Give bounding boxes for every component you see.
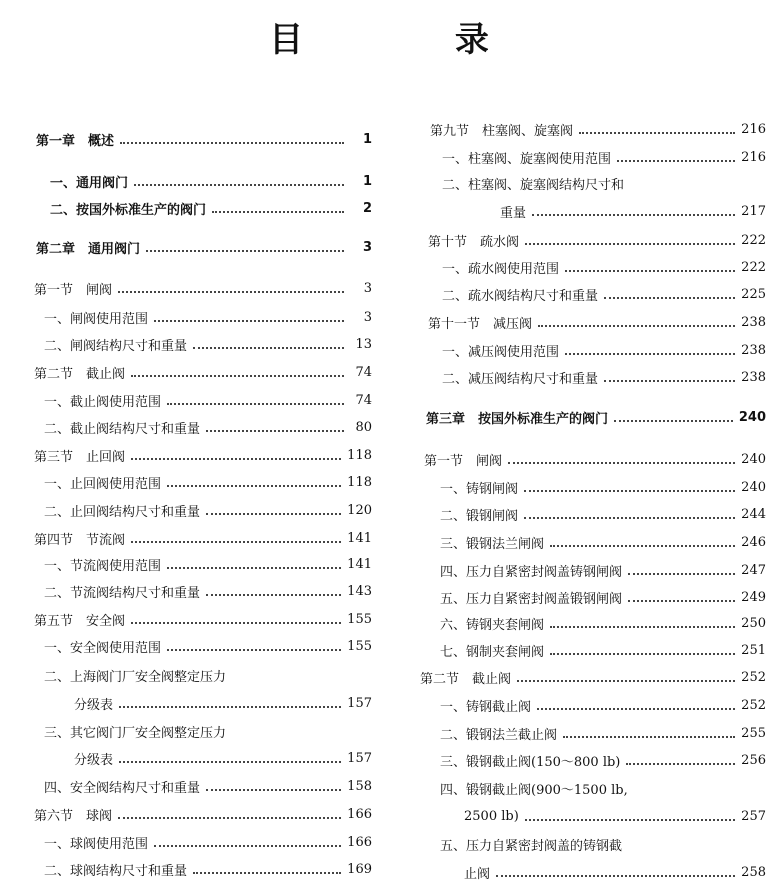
toc-entry[interactable] <box>416 639 766 661</box>
toc-entry[interactable] <box>416 503 766 525</box>
toc-entry-page-number: 222 <box>741 232 766 248</box>
toc-entry-label: 第十一节 减压阀 <box>428 316 533 332</box>
toc-entry-page-number: 1 <box>362 131 372 147</box>
toc-entry-page-number: 251 <box>741 642 766 658</box>
toc-entry-label: 第二节 截止阀 <box>420 671 512 687</box>
toc-entry-page-number: 141 <box>347 530 372 546</box>
toc-entry[interactable] <box>416 146 766 168</box>
toc-entry[interactable] <box>0 333 372 355</box>
dot-leader <box>154 319 344 322</box>
dot-leader <box>131 621 341 624</box>
toc-entry-label: 止阀 <box>464 866 491 882</box>
toc-entry[interactable] <box>416 666 766 688</box>
toc-entry[interactable] <box>416 476 766 498</box>
toc-entry-page-number: 118 <box>347 474 372 490</box>
toc-entry-label: 二、柱塞阀、旋塞阀结构尺寸和 <box>442 177 625 193</box>
toc-entry-page-number: 169 <box>347 861 372 877</box>
toc-entry-label: 重量 <box>500 205 527 221</box>
dot-leader <box>550 652 735 655</box>
toc-entry-label: 一、通用阀门 <box>50 175 129 191</box>
toc-entry-page-number: 118 <box>347 447 372 463</box>
toc-entry-label: 二、疏水阀结构尺寸和重量 <box>442 288 599 304</box>
toc-entry[interactable] <box>0 197 372 219</box>
toc-entry[interactable] <box>416 172 766 194</box>
toc-entry-label: 一、安全阀使用范围 <box>44 640 162 656</box>
toc-entry-label: 一、疏水阀使用范围 <box>442 261 560 277</box>
toc-entry-page-number: 216 <box>741 121 766 137</box>
dot-leader <box>538 324 735 327</box>
toc-entry[interactable] <box>0 635 372 657</box>
toc-entry[interactable] <box>416 694 766 716</box>
dot-leader <box>508 461 735 464</box>
toc-entry[interactable] <box>416 118 766 140</box>
toc-entry-page-number: 217 <box>741 203 766 219</box>
toc-entry[interactable] <box>0 553 372 575</box>
toc-entry-page-number: 3 <box>363 309 372 325</box>
dot-leader <box>628 572 735 575</box>
toc-entry[interactable] <box>0 580 372 602</box>
toc-entry[interactable] <box>0 389 372 411</box>
toc-entry-page-number: 158 <box>347 778 372 794</box>
dot-leader <box>167 402 344 405</box>
toc-entry[interactable] <box>416 586 766 608</box>
dot-leader <box>604 379 735 382</box>
dot-leader <box>525 818 735 821</box>
dot-leader <box>212 210 344 213</box>
toc-entry-label: 二、节流阀结构尺寸和重量 <box>44 585 201 601</box>
dot-leader <box>154 844 341 847</box>
toc-entry-label: 分级表 <box>74 697 114 713</box>
toc-entry-label: 第二章 通用阀门 <box>36 241 141 257</box>
dot-leader <box>167 566 341 569</box>
toc-entry-page-number: 216 <box>741 149 766 165</box>
toc-entry-page-number: 141 <box>347 556 372 572</box>
toc-entry-page-number: 157 <box>347 695 372 711</box>
dot-leader <box>119 760 341 763</box>
toc-entry[interactable] <box>416 805 766 827</box>
dot-leader <box>626 762 735 765</box>
dot-leader <box>524 516 735 519</box>
dot-leader <box>628 599 735 602</box>
toc-entry[interactable] <box>416 229 766 251</box>
toc-entry-label: 二、球阀结构尺寸和重量 <box>44 863 188 879</box>
toc-entry-page-number: 257 <box>741 808 766 824</box>
toc-entry-label: 一、铸钢截止阀 <box>440 699 532 715</box>
toc-entry-label: 三、锻钢法兰闸阀 <box>440 536 545 552</box>
toc-entry[interactable] <box>0 747 372 769</box>
dot-leader <box>517 679 735 682</box>
toc-entry-label: 二、上海阀门厂安全阀整定压力 <box>44 669 227 685</box>
toc-entry-label: 二、减压阀结构尺寸和重量 <box>442 371 599 387</box>
toc-entry[interactable] <box>416 777 766 799</box>
toc-entry-page-number: 3 <box>363 280 372 296</box>
dot-leader <box>614 419 733 422</box>
toc-entry-label: 第一章 概述 <box>36 133 115 149</box>
toc-entry[interactable] <box>416 366 766 388</box>
toc-entry[interactable] <box>0 361 372 383</box>
toc-entry-label: 四、压力自紧密封阀盖铸钢闸阀 <box>440 564 623 580</box>
toc-entry[interactable] <box>0 444 372 466</box>
toc-entry-page-number: 250 <box>741 615 766 631</box>
toc-entry[interactable] <box>0 720 372 742</box>
toc-entry-label: 二、锻钢闸阀 <box>440 508 519 524</box>
dot-leader <box>565 352 735 355</box>
toc-entry[interactable] <box>416 448 766 470</box>
dot-leader <box>119 705 341 708</box>
toc-entry-label: 六、铸钢夹套闸阀 <box>440 617 545 633</box>
toc-entry-label: 分级表 <box>74 752 114 768</box>
dot-leader <box>537 707 735 710</box>
dot-leader <box>131 457 341 460</box>
dot-leader <box>206 512 341 515</box>
toc-entry[interactable] <box>416 531 766 553</box>
toc-entry-page-number: 74 <box>355 392 372 408</box>
toc-entry-label: 第二节 截止阀 <box>34 366 126 382</box>
toc-entry-page-number: 222 <box>741 259 766 275</box>
toc-entry[interactable] <box>0 170 372 192</box>
toc-entry-page-number: 74 <box>355 364 372 380</box>
dot-leader <box>550 544 735 547</box>
toc-entry-page-number: 120 <box>347 502 372 518</box>
dot-leader <box>193 346 344 349</box>
toc-entry-page-number: 166 <box>347 834 372 850</box>
toc-entry-page-number: 238 <box>741 342 766 358</box>
toc-entry[interactable] <box>416 339 766 361</box>
toc-entry-label: 一、铸钢闸阀 <box>440 481 519 497</box>
toc-entry-label: 第三节 止回阀 <box>34 449 126 465</box>
toc-entry-page-number: 255 <box>741 725 766 741</box>
toc-entry-label: 第一节 闸阀 <box>424 453 503 469</box>
toc-entry[interactable] <box>416 722 766 744</box>
toc-entry[interactable] <box>416 559 766 581</box>
toc-entry-page-number: 3 <box>362 239 372 255</box>
toc-entry[interactable] <box>416 200 766 222</box>
dot-leader <box>524 489 735 492</box>
toc-entry-label: 三、锻钢截止阀(150～800 lb) <box>440 754 621 770</box>
toc-entry-page-number: 225 <box>741 286 766 302</box>
dot-leader <box>118 290 344 293</box>
dot-leader <box>206 788 341 791</box>
toc-entry[interactable] <box>416 256 766 278</box>
dot-leader <box>131 374 344 377</box>
toc-entry[interactable] <box>0 803 372 825</box>
dot-leader <box>206 429 344 432</box>
toc-entry[interactable] <box>0 527 372 549</box>
toc-entry-label: 一、节流阀使用范围 <box>44 558 162 574</box>
dot-leader <box>131 540 341 543</box>
toc-entry-label: 二、截止阀结构尺寸和重量 <box>44 421 201 437</box>
toc-entry[interactable] <box>416 749 766 771</box>
toc-entry[interactable] <box>0 692 372 714</box>
dot-leader <box>134 183 344 186</box>
toc-entry[interactable] <box>416 833 766 855</box>
toc-entry-label: 第五节 安全阀 <box>34 613 126 629</box>
toc-entry-page-number: 238 <box>741 314 766 330</box>
toc-entry-label: 一、减压阀使用范围 <box>442 344 560 360</box>
toc-entry-label: 五、压力自紧密封阀盖锻钢闸阀 <box>440 591 623 607</box>
dot-leader <box>579 131 735 134</box>
toc-entry[interactable] <box>416 283 766 305</box>
toc-entry[interactable] <box>0 831 372 853</box>
toc-entry-label: 一、止回阀使用范围 <box>44 476 162 492</box>
toc-entry-page-number: 1 <box>362 173 372 189</box>
toc-entry[interactable] <box>0 471 372 493</box>
toc-entry-label: 四、安全阀结构尺寸和重量 <box>44 780 201 796</box>
toc-entry-page-number: 166 <box>347 806 372 822</box>
toc-entry-label: 2500 lb) <box>464 808 519 824</box>
toc-entry-page-number: 249 <box>741 589 766 605</box>
toc-entry-page-number: 258 <box>741 864 766 880</box>
toc-entry-page-number: 244 <box>741 506 766 522</box>
toc-entry-page-number: 155 <box>347 638 372 654</box>
dot-leader <box>496 874 735 877</box>
toc-entry-page-number: 13 <box>355 336 372 352</box>
toc-entry-label: 二、锻钢法兰截止阀 <box>440 727 558 743</box>
dot-leader <box>167 484 341 487</box>
toc-entry[interactable] <box>0 499 372 521</box>
toc-entry[interactable] <box>416 406 766 428</box>
dot-leader <box>565 269 735 272</box>
toc-entry-page-number: 155 <box>347 611 372 627</box>
toc-entry[interactable] <box>416 861 766 883</box>
toc-entry-page-number: 238 <box>741 369 766 385</box>
toc-entry-page-number: 2 <box>362 200 372 216</box>
toc-entry-page-number: 240 <box>741 479 766 495</box>
dot-leader <box>532 213 735 216</box>
dot-leader <box>167 648 341 651</box>
toc-entry-page-number: 252 <box>741 697 766 713</box>
toc-entry-page-number: 256 <box>741 752 766 768</box>
toc-entry[interactable] <box>0 128 372 150</box>
dot-leader <box>525 242 735 245</box>
toc-entry-label: 第九节 柱塞阀、旋塞阀 <box>430 123 574 139</box>
toc-entry[interactable] <box>0 277 372 299</box>
dot-leader <box>550 625 735 628</box>
toc-entry[interactable] <box>0 858 372 880</box>
toc-entry[interactable] <box>0 664 372 686</box>
toc-entry-label: 一、截止阀使用范围 <box>44 394 162 410</box>
toc-entry-label: 第六节 球阀 <box>34 808 113 824</box>
toc-entry[interactable] <box>416 612 766 634</box>
toc-entry-page-number: 246 <box>741 534 766 550</box>
toc-entry[interactable] <box>0 608 372 630</box>
toc-entry-page-number: 143 <box>347 583 372 599</box>
toc-entry[interactable] <box>0 306 372 328</box>
dot-leader <box>146 249 344 252</box>
dot-leader <box>206 593 341 596</box>
toc-entry-page-number: 252 <box>741 669 766 685</box>
dot-leader <box>617 159 735 162</box>
toc-entry-label: 一、球阀使用范围 <box>44 836 149 852</box>
toc-entry-label: 二、闸阀结构尺寸和重量 <box>44 338 188 354</box>
toc-entry[interactable] <box>0 775 372 797</box>
toc-entry-label: 二、按国外标准生产的阀门 <box>50 202 207 218</box>
toc-entry-label: 二、止回阀结构尺寸和重量 <box>44 504 201 520</box>
toc-entry-label: 第四节 节流阀 <box>34 532 126 548</box>
dot-leader <box>193 871 341 874</box>
toc-entry[interactable] <box>416 311 766 333</box>
toc-entry-label: 三、其它阀门厂安全阀整定压力 <box>44 725 227 741</box>
toc-entry-page-number: 80 <box>355 419 372 435</box>
dot-leader <box>604 296 735 299</box>
page-title: 目 录 <box>269 20 559 60</box>
dot-leader <box>563 735 735 738</box>
toc-entry-label: 第十节 疏水阀 <box>428 234 520 250</box>
toc-entry-page-number: 240 <box>741 451 766 467</box>
toc-entry-label: 一、柱塞阀、旋塞阀使用范围 <box>442 151 612 167</box>
toc-entry[interactable] <box>0 236 372 258</box>
toc-entry-label: 五、压力自紧密封阀盖的铸钢截 <box>440 838 623 854</box>
toc-entry-page-number: 247 <box>741 562 766 578</box>
dot-leader <box>118 816 341 819</box>
toc-entry-label: 第三章 按国外标准生产的阀门 <box>426 411 609 427</box>
dot-leader <box>120 141 344 144</box>
toc-entry-label: 四、锻钢截止阀(900～1500 lb, <box>440 782 628 798</box>
toc-entry-label: 第一节 闸阀 <box>34 282 113 298</box>
toc-entry-page-number: 240 <box>738 409 766 425</box>
toc-entry-label: 七、钢制夹套闸阀 <box>440 644 545 660</box>
toc-entry-page-number: 157 <box>347 750 372 766</box>
toc-entry-label: 一、闸阀使用范围 <box>44 311 149 327</box>
toc-entry[interactable] <box>0 416 372 438</box>
